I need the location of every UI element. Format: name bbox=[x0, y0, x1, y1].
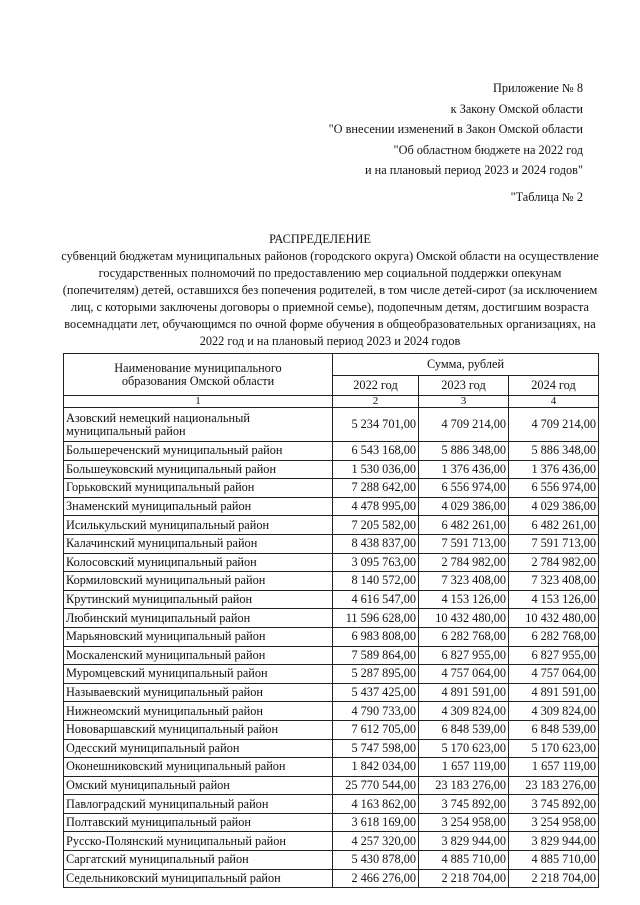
appendix-line: "Об областном бюджете на 2022 год bbox=[393, 142, 583, 157]
amount-2022: 4 478 995,00 bbox=[333, 497, 419, 516]
amount-2024: 4 709 214,00 bbox=[509, 408, 599, 442]
amount-2022: 3 095 763,00 bbox=[333, 553, 419, 572]
amount-2023: 3 745 892,00 bbox=[419, 795, 509, 814]
amount-2023: 3 254 958,00 bbox=[419, 813, 509, 832]
amount-2024: 4 891 591,00 bbox=[509, 683, 599, 702]
amount-2024: 6 282 768,00 bbox=[509, 627, 599, 646]
amount-2024: 4 885 710,00 bbox=[509, 851, 599, 870]
col-number: 3 bbox=[419, 396, 509, 408]
col-name-header: Наименование муниципального образования Омской области bbox=[64, 354, 333, 396]
district-name: Знаменский муниципальный район bbox=[64, 497, 333, 516]
district-name: Омский муниципальный район bbox=[64, 776, 333, 795]
amount-2022: 7 205 582,00 bbox=[333, 516, 419, 535]
table-row bbox=[64, 572, 599, 591]
amount-2022: 7 589 864,00 bbox=[333, 646, 419, 665]
district-name: Исилькульский муниципальный район bbox=[64, 516, 333, 535]
amount-2024: 10 432 480,00 bbox=[509, 609, 599, 628]
district-name: Горьковский муниципальный район bbox=[64, 479, 333, 498]
amount-2023: 5 170 623,00 bbox=[419, 739, 509, 758]
amount-2022: 11 596 628,00 bbox=[333, 609, 419, 628]
amount-2024: 7 323 408,00 bbox=[509, 572, 599, 591]
appendix-line: к Закону Омской области bbox=[450, 101, 583, 116]
district-name: Колосовский муниципальный район bbox=[64, 553, 333, 572]
table-row bbox=[64, 442, 599, 461]
appendix-header bbox=[329, 78, 583, 181]
table-row bbox=[64, 832, 599, 851]
amount-2022: 5 437 425,00 bbox=[333, 683, 419, 702]
table-number: "Таблица № 2 bbox=[510, 190, 583, 204]
document-title: РАСПРЕДЕЛЕНИЕ bbox=[269, 232, 371, 246]
district-name: Саргатский муниципальный район bbox=[64, 851, 333, 870]
table-row bbox=[64, 460, 599, 479]
table-row bbox=[64, 776, 599, 795]
district-name: Муромцевский муниципальный район bbox=[64, 665, 333, 684]
amount-2022: 4 616 547,00 bbox=[333, 590, 419, 609]
table-row bbox=[64, 683, 599, 702]
year-header: 2023 год bbox=[419, 376, 509, 396]
amount-2022: 2 466 276,00 bbox=[333, 869, 419, 888]
amount-2023: 4 757 064,00 bbox=[419, 665, 509, 684]
document-description: субвенций бюджетам муниципальных районов (городского округа) Омской области на осуществление государственных полномочий по предоставлению мер социальной поддержки опекунам (попечителям) детей, оставшихся без попечения родителей, в том числе детей-сирот (за исключением лиц, с которыми заключены договоры о приемной семье), подопечным детям, достигшим возраста восемнадцати лет, обучающимся по очной форме обучения в общеобразовательных организациях, на 2022 год и на плановый период 2023 и 2024 годов bbox=[61, 249, 599, 348]
amount-2022: 5 747 598,00 bbox=[333, 739, 419, 758]
amount-2022: 8 140 572,00 bbox=[333, 572, 419, 591]
table-row bbox=[64, 534, 599, 553]
amount-2023: 7 591 713,00 bbox=[419, 534, 509, 553]
table-row bbox=[64, 627, 599, 646]
amount-2024: 5 886 348,00 bbox=[509, 442, 599, 461]
table-row bbox=[64, 851, 599, 870]
amount-2024: 6 556 974,00 bbox=[509, 479, 599, 498]
amount-2022: 1 842 034,00 bbox=[333, 758, 419, 777]
amount-2023: 2 784 982,00 bbox=[419, 553, 509, 572]
amount-2024: 23 183 276,00 bbox=[509, 776, 599, 795]
year-header: 2024 год bbox=[509, 376, 599, 396]
table-row bbox=[64, 590, 599, 609]
table-row bbox=[64, 665, 599, 684]
table-row bbox=[64, 795, 599, 814]
district-name: Большеуковский муниципальный район bbox=[64, 460, 333, 479]
amount-2023: 6 827 955,00 bbox=[419, 646, 509, 665]
amount-2024: 6 827 955,00 bbox=[509, 646, 599, 665]
amount-2023: 7 323 408,00 bbox=[419, 572, 509, 591]
amount-2022: 4 790 733,00 bbox=[333, 702, 419, 721]
district-name: Оконешниковский муниципальный район bbox=[64, 758, 333, 777]
amount-2022: 5 287 895,00 bbox=[333, 665, 419, 684]
amount-2023: 4 885 710,00 bbox=[419, 851, 509, 870]
amount-2023: 2 218 704,00 bbox=[419, 869, 509, 888]
amount-2023: 1 657 119,00 bbox=[419, 758, 509, 777]
amount-2024: 3 254 958,00 bbox=[509, 813, 599, 832]
amount-2023: 4 309 824,00 bbox=[419, 702, 509, 721]
table-row bbox=[64, 516, 599, 535]
distribution-table bbox=[63, 353, 599, 888]
amount-2022: 7 612 705,00 bbox=[333, 720, 419, 739]
table-row bbox=[64, 497, 599, 516]
district-name: Павлоградский муниципальный район bbox=[64, 795, 333, 814]
district-name: Одесский муниципальный район bbox=[64, 739, 333, 758]
amount-2022: 5 234 701,00 bbox=[333, 408, 419, 442]
table-row bbox=[64, 479, 599, 498]
table-row bbox=[64, 739, 599, 758]
amount-2024: 2 784 982,00 bbox=[509, 553, 599, 572]
amount-2024: 4 757 064,00 bbox=[509, 665, 599, 684]
table-row bbox=[64, 720, 599, 739]
amount-2023: 5 886 348,00 bbox=[419, 442, 509, 461]
amount-2023: 6 556 974,00 bbox=[419, 479, 509, 498]
amount-2022: 6 543 168,00 bbox=[333, 442, 419, 461]
amount-2024: 6 848 539,00 bbox=[509, 720, 599, 739]
appendix-line: и на плановый период 2023 и 2024 годов" bbox=[364, 163, 583, 177]
amount-2022: 4 163 862,00 bbox=[333, 795, 419, 814]
amount-2024: 5 170 623,00 bbox=[509, 739, 599, 758]
amount-2022: 8 438 837,00 bbox=[333, 534, 419, 553]
district-name: Называевский муниципальный район bbox=[64, 683, 333, 702]
table-row bbox=[64, 702, 599, 721]
amount-2024: 1 657 119,00 bbox=[509, 758, 599, 777]
district-name: Нижнеомский муниципальный район bbox=[64, 702, 333, 721]
amount-2022: 4 257 320,00 bbox=[333, 832, 419, 851]
district-name: Москаленский муниципальный район bbox=[64, 646, 333, 665]
table-row bbox=[64, 408, 599, 442]
amount-2023: 4 153 126,00 bbox=[419, 590, 509, 609]
district-name: Любинский муниципальный район bbox=[64, 609, 333, 628]
table-row bbox=[64, 813, 599, 832]
district-name: Марьяновский муниципальный район bbox=[64, 627, 333, 646]
district-name: Седельниковский муниципальный район bbox=[64, 869, 333, 888]
appendix-line: Приложение № 8 bbox=[492, 81, 583, 95]
amount-2022: 25 770 544,00 bbox=[333, 776, 419, 795]
amount-2023: 4 029 386,00 bbox=[419, 497, 509, 516]
amount-2023: 4 709 214,00 bbox=[419, 408, 509, 442]
amount-2023: 3 829 944,00 bbox=[419, 832, 509, 851]
district-name: Большереченский муниципальный район bbox=[64, 442, 333, 461]
amount-2023: 10 432 480,00 bbox=[419, 609, 509, 628]
appendix-line: "О внесении изменений в Закон Омской области bbox=[328, 122, 583, 136]
district-name: Кормиловский муниципальный район bbox=[64, 572, 333, 591]
amount-2023: 6 482 261,00 bbox=[419, 516, 509, 535]
col-number: 4 bbox=[509, 396, 599, 408]
amount-2024: 3 745 892,00 bbox=[509, 795, 599, 814]
sum-header: Сумма, рублей bbox=[333, 354, 599, 376]
col-number: 2 bbox=[333, 396, 419, 408]
district-name: Нововаршавский муниципальный район bbox=[64, 720, 333, 739]
table-row bbox=[64, 758, 599, 777]
amount-2023: 23 183 276,00 bbox=[419, 776, 509, 795]
table-row bbox=[64, 553, 599, 572]
district-name: Русско-Полянский муниципальный район bbox=[64, 832, 333, 851]
amount-2022: 3 618 169,00 bbox=[333, 813, 419, 832]
amount-2023: 1 376 436,00 bbox=[419, 460, 509, 479]
district-name: Калачинский муниципальный район bbox=[64, 534, 333, 553]
amount-2024: 4 029 386,00 bbox=[509, 497, 599, 516]
amount-2022: 5 430 878,00 bbox=[333, 851, 419, 870]
amount-2023: 4 891 591,00 bbox=[419, 683, 509, 702]
district-name: Полтавский муниципальный район bbox=[64, 813, 333, 832]
table-row bbox=[64, 869, 599, 888]
amount-2024: 7 591 713,00 bbox=[509, 534, 599, 553]
table-row bbox=[64, 646, 599, 665]
amount-2023: 6 282 768,00 bbox=[419, 627, 509, 646]
amount-2024: 3 829 944,00 bbox=[509, 832, 599, 851]
district-name: Крутинский муниципальный район bbox=[64, 590, 333, 609]
col-number: 1 bbox=[64, 396, 333, 408]
amount-2024: 6 482 261,00 bbox=[509, 516, 599, 535]
year-header: 2022 год bbox=[333, 376, 419, 396]
amount-2024: 1 376 436,00 bbox=[509, 460, 599, 479]
amount-2024: 2 218 704,00 bbox=[509, 869, 599, 888]
amount-2022: 1 530 036,00 bbox=[333, 460, 419, 479]
amount-2023: 6 848 539,00 bbox=[419, 720, 509, 739]
amount-2024: 4 153 126,00 bbox=[509, 590, 599, 609]
amount-2022: 7 288 642,00 bbox=[333, 479, 419, 498]
district-name: Азовский немецкий национальный муниципальный район bbox=[64, 408, 333, 442]
amount-2024: 4 309 824,00 bbox=[509, 702, 599, 721]
amount-2022: 6 983 808,00 bbox=[333, 627, 419, 646]
table-row bbox=[64, 609, 599, 628]
